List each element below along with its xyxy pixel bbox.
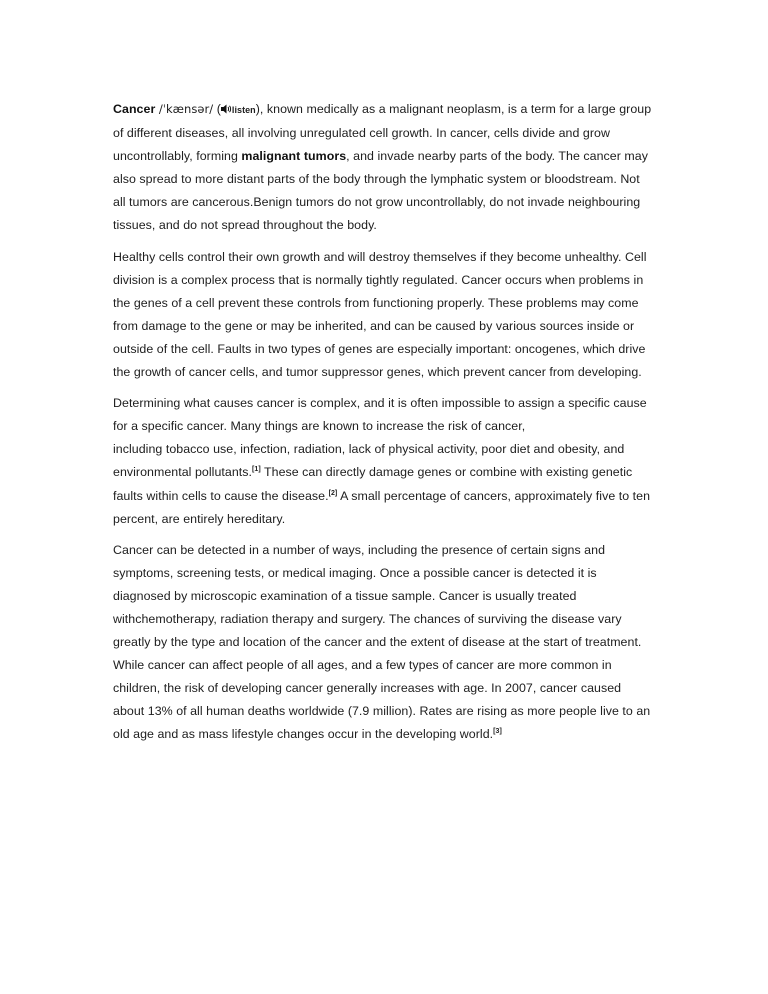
line: for a specific cancer. Many things are known to increase the risk of cancer, [113, 419, 526, 434]
line: greatly by the type and location of the cancer and the extent of disease at the start of treatment. [113, 635, 642, 650]
paragraph-definition [113, 98, 653, 238]
line-text: uncontrollably, forming [113, 149, 242, 164]
citation-ref-2[interactable]: [2] [328, 489, 338, 497]
line: division is a complex process that is normally tightly regulated. Cancer occurs when problems in [113, 272, 644, 287]
line: tissues, and do not spread throughout the body. [113, 218, 377, 233]
citation-ref-1[interactable]: [1] [252, 466, 261, 474]
line: Cancer can be detected in a number of ways, including the presence of certain signs and [113, 542, 606, 557]
paragraph-detection [113, 539, 653, 747]
line-text: , known medically as a malignant neoplasm, is a term for a large group [259, 102, 652, 116]
line-text: A small percentage of cancers, approximately five to ten [337, 488, 651, 503]
paragraph-cell-growth [113, 246, 653, 385]
paragraph-causes [113, 392, 653, 531]
line-text: old age and as mass lifestyle changes occur in the developing world. [113, 727, 494, 742]
line: about 13% of all human deaths worldwide (7.9 million). Rates are rising as more people live to an [113, 704, 651, 719]
line: also spread to more distant parts of the body through the lymphatic system or bloodstream. Not [113, 172, 640, 187]
line: withchemotherapy, radiation therapy and surgery. The chances of surviving the disease vary [113, 611, 622, 626]
line: children, the risk of developing cancer generally increases with age. In 2007, cancer caused [113, 681, 622, 696]
line-text: These can directly damage genes or combine with existing genetic [260, 465, 633, 480]
line: of different diseases, all involving unregulated cell growth. In cancer, cells divide and grow [113, 126, 610, 141]
listen-close-paren: ) [255, 102, 260, 116]
listen-open-paren: ( [216, 102, 221, 116]
line: diagnosed by microscopic examination of a tissue sample. Cancer is usually treated [113, 588, 577, 603]
article-body [113, 98, 653, 755]
term-cancer: Cancer [113, 102, 156, 116]
line: symptoms, screening tests, or medical imaging. Once a possible cancer is detected it is [113, 565, 597, 580]
line-text: faults within cells to cause the disease. [113, 488, 329, 503]
line [113, 461, 653, 484]
line: percent, are entirely hereditary. [113, 511, 286, 526]
line [113, 145, 653, 168]
line: outside of the cell. Faults in two types of genes are especially important: oncogenes, which drive [113, 341, 646, 356]
line [113, 485, 653, 508]
line [113, 98, 653, 122]
line: the growth of cancer cells, and tumor suppressor genes, which prevent cancer from developing. [113, 365, 642, 380]
line [113, 723, 653, 746]
line: including tobacco use, infection, radiation, lack of physical activity, poor diet and obesity, and [113, 442, 625, 457]
line: While cancer can affect people of all ages, and a few types of cancer are more common in [113, 658, 612, 673]
line: the genes of a cell prevent these controls from functioning properly. These problems may come [113, 295, 639, 310]
line: all tumors are cancerous.Benign tumors do not grow uncontrollably, do not invade neighbouring [113, 195, 641, 210]
listen-link[interactable]: listen [231, 105, 256, 115]
bold-term-malignant-tumors: malignant tumors [241, 149, 347, 164]
line: from damage to the gene or may be inherited, and can be caused by various sources inside or [113, 318, 635, 333]
speaker-icon[interactable] [221, 104, 232, 114]
citation-ref-3[interactable]: [3] [493, 728, 502, 736]
line-text: , and invade nearby parts of the body. The cancer may [346, 149, 648, 164]
line: Determining what causes cancer is complex, and it is often impossible to assign a specific cause [113, 396, 647, 411]
line: Healthy cells control their own growth and will destroy themselves if they become unhealthy. Cell [113, 249, 647, 264]
line-text: environmental pollutants. [113, 465, 253, 480]
pronunciation: /ˈkænsər/ [158, 102, 214, 116]
